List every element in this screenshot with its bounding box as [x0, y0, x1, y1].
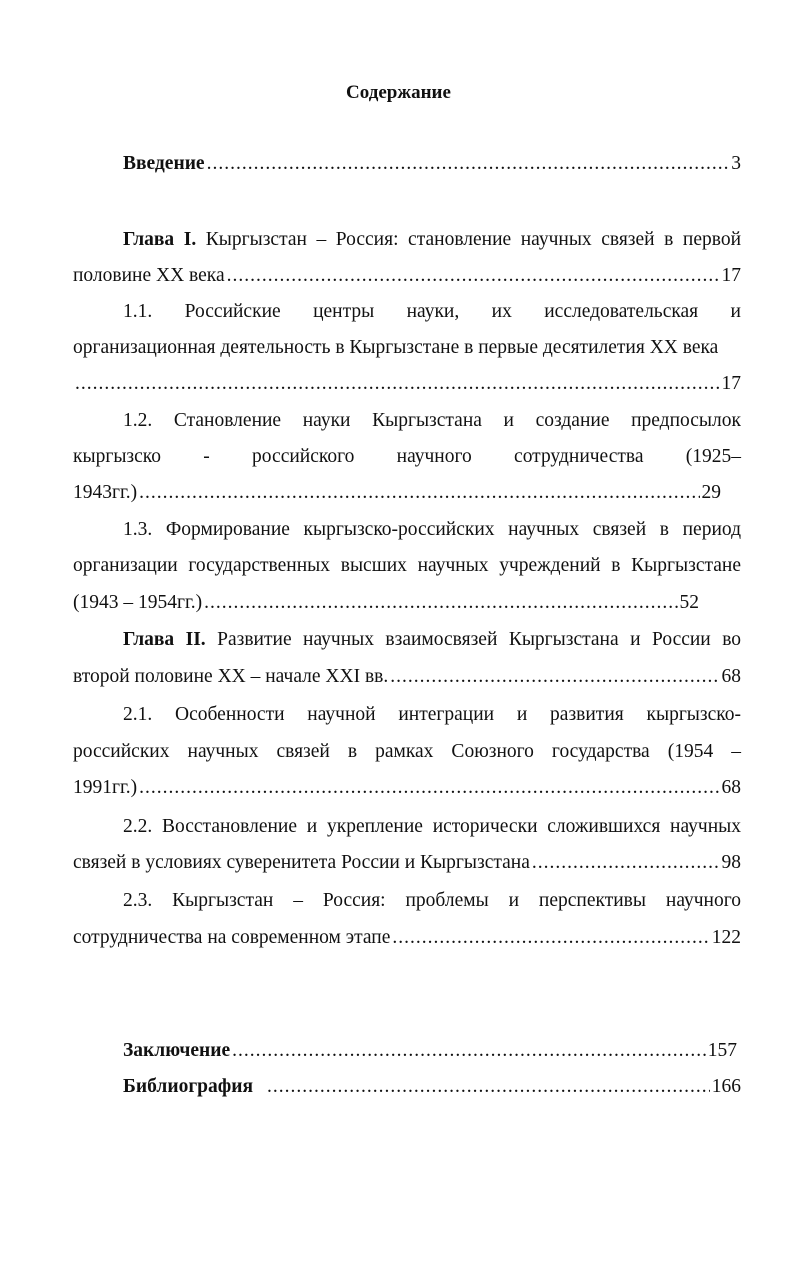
toc-page-number: 98	[721, 852, 741, 873]
section-title: 1.3. Формирование кыргызско-российских научных связей в период	[123, 519, 741, 540]
toc-section-1-1-line-1[interactable]	[73, 300, 741, 324]
leader-dots	[390, 665, 719, 689]
toc-section-2-2-line-2[interactable]	[73, 851, 741, 875]
toc-section-2-1-line-3[interactable]	[73, 776, 741, 800]
section-title-cont: сотрудничества на современном этапе	[73, 927, 391, 948]
section-title-cont: 1943гг.)	[73, 482, 138, 503]
section-title-cont: организации государственных высших научных учреждений в Кыргызстане	[73, 555, 741, 576]
toc-section-1-3-line-3[interactable]	[73, 591, 699, 615]
toc-section-1-3-line-2[interactable]	[73, 554, 741, 578]
toc-section-1-3-line-1[interactable]	[73, 518, 741, 542]
leader-dots	[392, 926, 709, 950]
toc-page-number: 68	[721, 777, 741, 798]
toc-page-number: 29	[701, 482, 721, 503]
toc-section-2-2-line-1[interactable]	[73, 815, 741, 839]
section-title: 1.1. Российские центры науки, их исследовательская и	[123, 301, 741, 322]
toc-page-number: 166	[711, 1076, 741, 1097]
section-title-cont: связей в условиях суверенитета России и Кыргызстана	[73, 852, 530, 873]
toc-chapter-1-line-1[interactable]	[73, 228, 741, 252]
toc-page-number: 68	[721, 666, 741, 687]
toc-entry-label: Библиография	[123, 1076, 254, 1097]
chapter-label: Глава I.	[123, 229, 197, 250]
toc-section-1-2-line-2[interactable]	[73, 445, 741, 469]
toc-page-number: 157	[707, 1040, 737, 1061]
page-title: Содержание	[346, 82, 451, 103]
toc-entry-label: Заключение	[123, 1040, 231, 1061]
chapter-title-cont: половине XX века	[73, 265, 225, 286]
toc-section-1-1-line-2[interactable]	[73, 336, 741, 360]
section-title: 2.2. Восстановление и укрепление исторически сложившихся научных	[123, 816, 741, 837]
toc-page-number: 122	[711, 927, 741, 948]
toc-section-2-1-line-1[interactable]	[73, 703, 741, 727]
toc-page-number: 3	[731, 153, 741, 174]
section-title: 1.2. Становление науки Кыргызстана и создание предпосылок	[123, 410, 741, 431]
toc-chapter-2-line-2[interactable]	[73, 665, 741, 689]
section-title-cont: организационная деятельность в Кыргызстане в первые десятилетия XX века	[73, 337, 719, 358]
toc-page-number: 17	[721, 265, 741, 286]
chapter-title: Кыргызстан – Россия: становление научных связей в первой	[205, 229, 741, 250]
leader-dots	[204, 591, 677, 615]
section-title-cont: российских научных связей в рамках Союзного государства (1954 –	[73, 741, 741, 762]
section-title: 2.3. Кыргызстан – Россия: проблемы и перспективы научного	[123, 890, 741, 911]
toc-section-2-3-line-1[interactable]	[73, 889, 741, 913]
toc-entry-bibliography[interactable]	[73, 1075, 741, 1099]
toc-entry-label: Введение	[123, 153, 205, 174]
leader-dots	[232, 1039, 706, 1063]
section-title-cont: кыргызско - российского научного сотрудничества (1925–	[73, 446, 741, 467]
leader-dots	[532, 851, 720, 875]
toc-section-2-1-line-2[interactable]	[73, 740, 741, 764]
toc-page-number: 52	[679, 592, 699, 613]
toc-entry-conclusion[interactable]	[73, 1039, 737, 1063]
toc-chapter-1-line-2[interactable]	[73, 264, 741, 288]
chapter-title-cont: второй половине XX – начале XXI вв.	[73, 666, 389, 687]
leader-dots	[227, 264, 720, 288]
toc-entry-introduction[interactable]	[73, 152, 741, 176]
toc-section-1-2-line-3[interactable]	[73, 481, 721, 505]
leader-dots	[207, 152, 730, 176]
chapter-label: Глава II.	[123, 629, 206, 650]
section-title-cont: 1991гг.)	[73, 777, 138, 798]
leader-dots	[139, 776, 719, 800]
toc-section-2-3-line-2[interactable]	[73, 926, 741, 950]
toc-section-1-2-line-1[interactable]	[73, 409, 741, 433]
section-title-cont: (1943 – 1954гг.)	[73, 592, 203, 613]
leader-dots	[75, 372, 720, 396]
toc-chapter-2-line-1[interactable]	[73, 628, 741, 652]
toc-section-1-1-line-3[interactable]	[73, 372, 741, 396]
leader-dots	[267, 1075, 710, 1099]
chapter-title: Развитие научных взаимосвязей Кыргызстана и России во	[217, 629, 742, 650]
section-title: 2.1. Особенности научной интеграции и развития кыргызско-	[123, 704, 741, 725]
leader-dots	[139, 481, 699, 505]
toc-page-number: 17	[721, 373, 741, 394]
